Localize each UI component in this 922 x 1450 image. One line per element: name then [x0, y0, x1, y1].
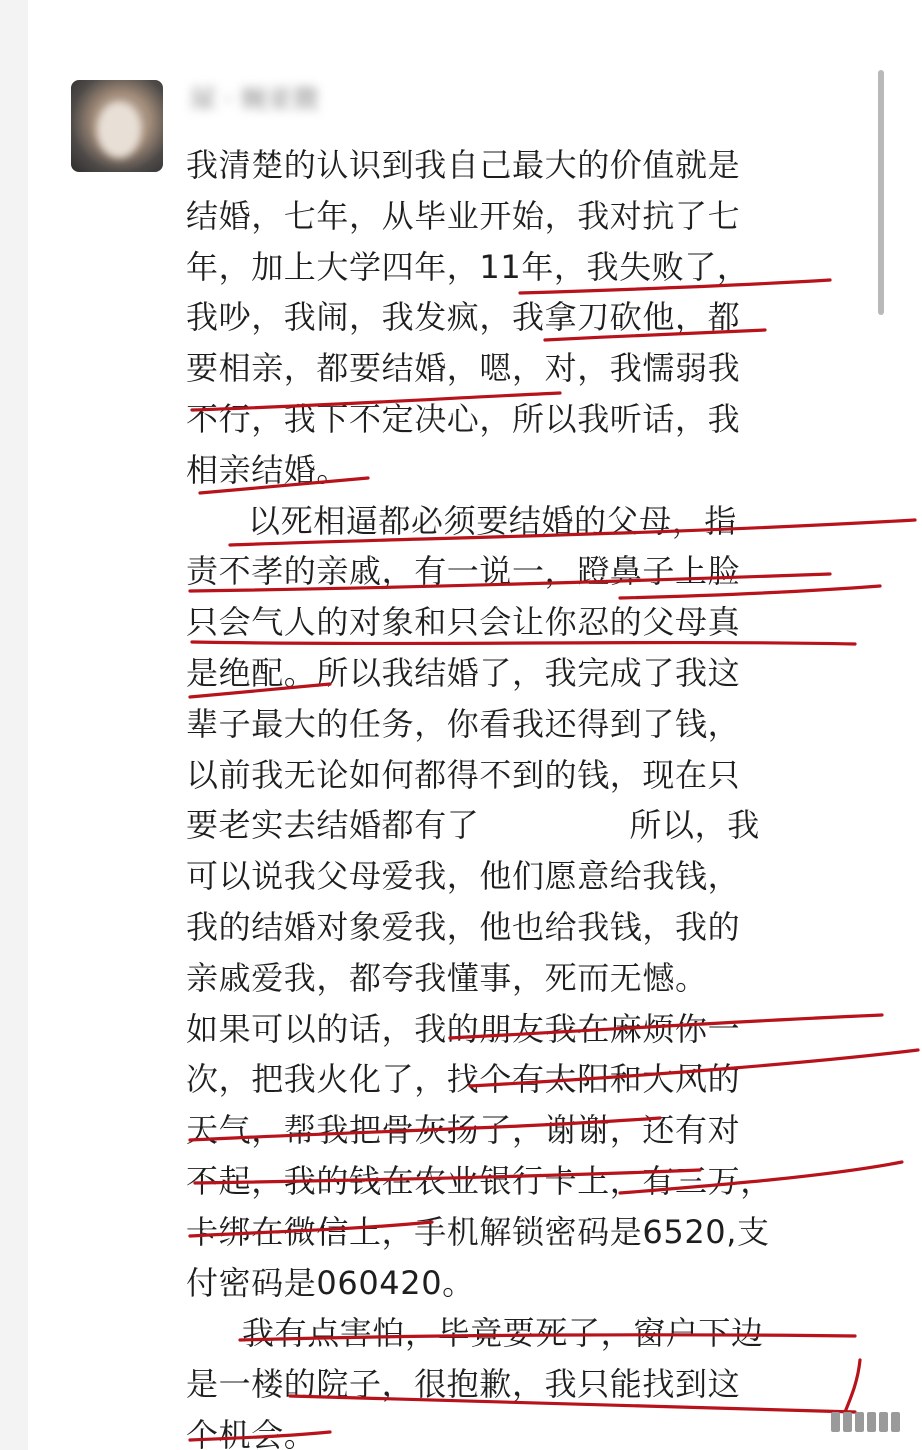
- post-line: 如果可以的话，我的朋友我在麻烦你一: [186, 1009, 741, 1048]
- post-line: 亲戚爱我，都夸我懂事，死而无憾。: [186, 958, 708, 997]
- post-line: 个机会。: [186, 1415, 317, 1450]
- post-line-split: [186, 800, 826, 851]
- post-line: 结婚，七年，从毕业开始，我对抗了七: [186, 196, 741, 235]
- post-line-part-a: 要老实去结婚都有了: [186, 806, 480, 845]
- watermark-bar: [855, 1412, 864, 1432]
- post-line: 次，把我火化了，找个有太阳和大风的: [186, 1060, 741, 1099]
- post-line: 是绝配。所以我结婚了，我完成了我这: [186, 653, 741, 692]
- scrollbar[interactable]: [878, 70, 884, 315]
- avatar-face-blur: [97, 102, 141, 158]
- watermark-bar: [891, 1412, 900, 1432]
- post-line: 辈子最大的任务，你看我还得到了钱，: [186, 704, 741, 743]
- watermark-bar: [879, 1412, 888, 1432]
- post-line: 我清楚的认识到我自己最大的价值就是: [186, 146, 741, 184]
- post-line: 天气，帮我把骨灰扬了，谢谢，还有对: [186, 1111, 741, 1150]
- watermark-bar: [831, 1412, 840, 1432]
- post-line: 可以说我父母爱我，他们愿意给我钱，: [186, 857, 741, 896]
- avatar[interactable]: [71, 80, 163, 172]
- post-line-part-b: 所以，我: [629, 806, 760, 845]
- post-line: 是一楼的院子，很抱歉，我只能找到这: [186, 1365, 741, 1404]
- post-line-indented: 我有点害怕，毕竟要死了，窗户下边: [242, 1314, 764, 1353]
- watermark-icon: [831, 1408, 900, 1432]
- post-line-indented: 以死相逼都必须要结婚的父母，指: [248, 501, 738, 540]
- left-gutter: [0, 0, 28, 1450]
- post-line: 我的结婚对象爱我，他也给我钱，我的: [186, 907, 741, 946]
- post-line: 不行，我下不定决心，所以我听话，我: [186, 399, 741, 438]
- author-name[interactable]: 尿 · 婉亚微: [190, 85, 319, 115]
- post-line: 我吵，我闹，我发疯，我拿刀砍他，都: [186, 298, 741, 337]
- post-line: 年，加上大学四年，11年，我失败了，: [186, 247, 750, 286]
- watermark-bar: [867, 1412, 876, 1432]
- post-line: 不起，我的钱在农业银行卡上，有三万，: [186, 1161, 773, 1200]
- post-line: 要相亲，都要结婚，嗯，对，我懦弱我: [186, 349, 741, 388]
- post-line: 卡绑在微信上，手机解锁密码是6520,支: [186, 1212, 770, 1251]
- post-line: 付密码是060420。: [186, 1263, 475, 1302]
- watermark-bar: [843, 1412, 852, 1432]
- post-line: 相亲结婚。: [186, 450, 350, 489]
- post-line: 以前我无论如何都得不到的钱，现在只: [186, 755, 741, 794]
- underline-mark: [845, 1360, 860, 1412]
- post-line: 只会气人的对象和只会让你忍的父母真: [186, 603, 741, 642]
- post-body: [186, 140, 826, 1450]
- post-line: 责不孝的亲戚，有一说一，蹬鼻子上脸: [186, 552, 741, 591]
